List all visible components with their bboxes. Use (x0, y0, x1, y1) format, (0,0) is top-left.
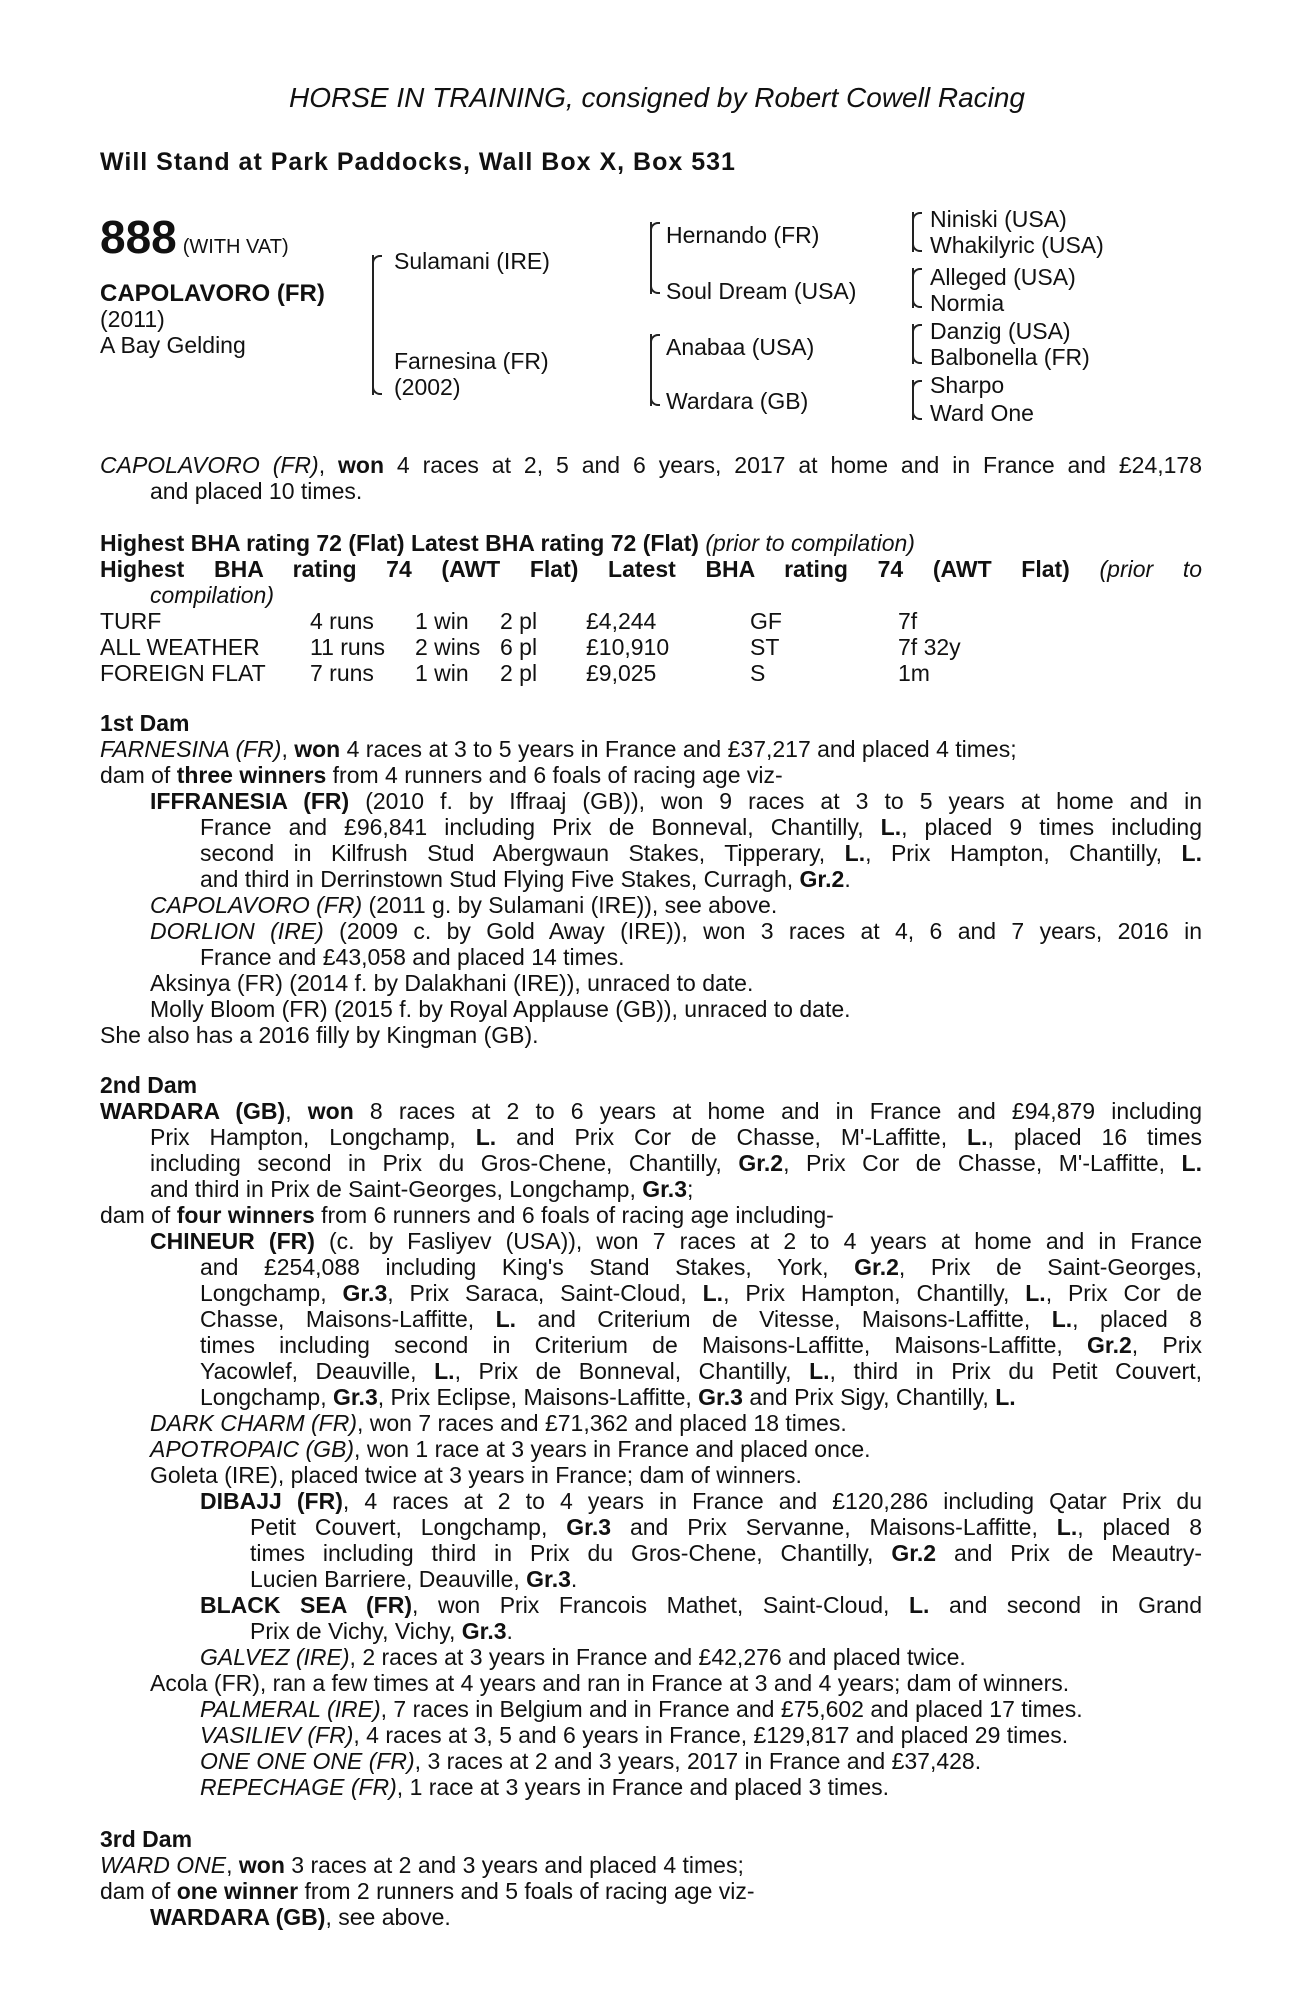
pedigree-sire: Sulamani (IRE) (394, 248, 550, 274)
horse-year: (2011) (100, 306, 165, 332)
dark-charm-line: DARK CHARM (FR), won 7 races and £71,362 and placed 18 times. (150, 1410, 847, 1436)
iffranesia-line-3: second in Kilfrush Stud Abergwaun Stakes, Tipperary, L., Prix Hampton, Chantilly, L. (200, 840, 1202, 866)
stand-location: Will Stand at Park Paddocks, Wall Box X, Box 531 (100, 148, 736, 176)
pedigree-g4-6: Balbonella (FR) (930, 344, 1090, 370)
acola-line: Acola (FR), ran a few times at 4 years and ran in France at 3 and 4 years; dam of winners. (150, 1670, 1070, 1696)
pedigree-brace-g4a (912, 212, 914, 252)
dam2-title: 2nd Dam (100, 1072, 198, 1098)
palmeral-line: PALMERAL (IRE), 7 races in Belgium and in France and £75,602 and placed 17 times. (200, 1696, 1083, 1722)
capolavoro-line: CAPOLAVORO (FR) (2011 g. by Sulamani (IRE)), see above. (150, 892, 778, 918)
repechage-line: REPECHAGE (FR), 1 race at 3 years in France and placed 3 times. (200, 1774, 889, 1800)
pedigree-dam-dam: Wardara (GB) (666, 388, 809, 414)
black-sea-line-1: BLACK SEA (FR), won Prix Francois Mathet, Saint-Cloud, L. and second in Grand (200, 1592, 1203, 1618)
black-sea-line-2: Prix de Vichy, Vichy, Gr.3. (250, 1618, 513, 1644)
lot-number: 888 (100, 211, 177, 263)
rating-flat: Highest BHA rating 72 (Flat) Latest BHA rating 72 (Flat) (prior to compilation) (100, 530, 915, 556)
chineur-line-4: Chasse, Maisons-Laffitte, L. and Criterium de Vitesse, Maisons-Laffitte, L., placed 8 (200, 1306, 1202, 1332)
dam2-dam-of: dam of four winners from 6 runners and 6 foals of racing age including- (100, 1202, 834, 1228)
aksinya-line: Aksinya (FR) (2014 f. by Dalakhani (IRE)), unraced to date. (150, 970, 754, 996)
chineur-line-5: times including second in Criterium de Maisons-Laffitte, Maisons-Laffitte, Gr.2, Prix (200, 1332, 1203, 1358)
page-heading: HORSE IN TRAINING, consigned by Robert Cowell Racing (288, 82, 1026, 113)
pedigree-g4-1: Niniski (USA) (930, 206, 1067, 232)
pedigree-dam-year: (2002) (394, 374, 461, 400)
pedigree-brace-sire (650, 222, 652, 294)
chineur-line-6: Yacowlef, Deauville, L., Prix de Bonneval, Chantilly, L., third in Prix du Petit Couvert, (200, 1358, 1202, 1384)
pedigree-g4-2: Whakilyric (USA) (930, 232, 1104, 258)
dorlion-line-1: DORLION (IRE) (2009 c. by Gold Away (IRE)), won 3 races at 4, 6 and 7 years, 2016 in (150, 918, 1202, 944)
dam3-line-1: WARD ONE, won 3 races at 2 and 3 years and placed 4 times; (100, 1852, 744, 1878)
pedigree-dam-sire: Anabaa (USA) (666, 334, 815, 360)
iffranesia-line-2: France and £96,841 including Prix de Bonneval, Chantilly, L., placed 9 times including (200, 814, 1202, 840)
apotropaic-line: APOTROPAIC (GB), won 1 race at 3 years in France and placed once. (150, 1436, 871, 1462)
pedigree-sire-sire: Hernando (FR) (666, 222, 820, 248)
dibajj-line-3: times including third in Prix du Gros-Chene, Chantilly, Gr.2 and Prix de Meautry- (250, 1540, 1203, 1566)
rating-awt: Highest BHA rating 74 (AWT Flat) Latest BHA rating 74 (AWT Flat) (prior to (100, 556, 1203, 582)
dibajj-line-1: DIBAJJ (FR), 4 races at 2 to 4 years in France and £120,286 including Qatar Prix du (200, 1488, 1203, 1514)
dam3-line-3: WARDARA (GB), see above. (150, 1904, 451, 1930)
chineur-line-7: Longchamp, Gr.3, Prix Eclipse, Maisons-Laffitte, Gr.3 and Prix Sigy, Chantilly, L. (200, 1384, 1016, 1410)
rating-awt-note: compilation) (150, 582, 274, 608)
dam1-line-1: FARNESINA (FR), won 4 races at 3 to 5 years in France and £37,217 and placed 4 times; (100, 736, 1017, 762)
dorlion-line-2: France and £43,058 and placed 14 times. (200, 944, 625, 970)
chineur-line-3: Longchamp, Gr.3, Prix Saraca, Saint-Cloud, L., Prix Hampton, Chantilly, L., Prix Cor de (200, 1280, 1202, 1306)
pedigree-brace-g4c (912, 324, 914, 364)
pedigree-brace-main (372, 255, 374, 395)
summary-line-2: and placed 10 times. (150, 478, 363, 504)
pedigree-sire-dam: Soul Dream (USA) (666, 278, 857, 304)
dam1-line-2: dam of three winners from 4 runners and 6 foals of racing age viz- (100, 762, 783, 788)
wardara-line-4: and third in Prix de Saint-Georges, Longchamp, Gr.3; (150, 1176, 694, 1202)
horse-description: A Bay Gelding (100, 332, 246, 358)
wardara-line-2: Prix Hampton, Longchamp, L. and Prix Cor de Chasse, M'-Laffitte, L., placed 16 times (150, 1124, 1203, 1150)
summary-line-1: CAPOLAVORO (FR), won 4 races at 2, 5 and 6 years, 2017 at home and in France and £24,178 (100, 452, 1202, 478)
pedigree-brace-dam (650, 334, 652, 406)
lot-vat: (WITH VAT) (182, 236, 289, 258)
pedigree-g4-3: Alleged (USA) (930, 264, 1076, 290)
wardara-line-1: WARDARA (GB), won 8 races at 2 to 6 years at home and in France and £94,879 including (100, 1098, 1203, 1124)
dam3-line-2: dam of one winner from 2 runners and 5 foals of racing age viz- (100, 1878, 755, 1904)
iffranesia-line-4: and third in Derrinstown Stud Flying Five Stakes, Curragh, Gr.2. (200, 866, 851, 892)
horse-name: CAPOLAVORO (FR) (100, 280, 325, 307)
iffranesia-line-1: IFFRANESIA (FR) (2010 f. by Iffraaj (GB)), won 9 races at 3 to 5 years at home and in (150, 788, 1202, 814)
pedigree-g4-8: Ward One (930, 400, 1034, 426)
lot-number-block (100, 210, 289, 264)
one-one-one-line: ONE ONE ONE (FR), 3 races at 2 and 3 years, 2017 in France and £37,428. (200, 1748, 982, 1774)
pedigree-g4-4: Normia (930, 290, 1005, 316)
dibajj-line-2: Petit Couvert, Longchamp, Gr.3 and Prix Servanne, Maisons-Laffitte, L., placed 8 (250, 1514, 1202, 1540)
molly-bloom-line: Molly Bloom (FR) (2015 f. by Royal Applause (GB)), unraced to date. (150, 996, 851, 1022)
dam3-title: 3rd Dam (100, 1826, 193, 1852)
goleta-line: Goleta (IRE), placed twice at 3 years in France; dam of winners. (150, 1462, 802, 1488)
dam1-filly-line: She also has a 2016 filly by Kingman (GB). (100, 1022, 539, 1048)
pedigree-g4-7: Sharpo (930, 372, 1005, 398)
wardara-line-3: including second in Prix du Gros-Chene, Chantilly, Gr.2, Prix Cor de Chasse, M'-Laffitte, L. (150, 1150, 1202, 1176)
chineur-line-1: CHINEUR (FR) (c. by Fasliyev (USA)), won 7 races at 2 to 4 years at home and in France (150, 1228, 1202, 1254)
dam1-title: 1st Dam (100, 710, 190, 736)
pedigree-g4-5: Danzig (USA) (930, 318, 1071, 344)
pedigree-brace-g4d (912, 380, 914, 420)
pedigree-brace-g4b (912, 268, 914, 308)
pedigree-dam: Farnesina (FR) (394, 348, 549, 374)
galvez-line: GALVEZ (IRE), 2 races at 3 years in France and £42,276 and placed twice. (200, 1644, 966, 1670)
chineur-line-2: and £254,088 including King's Stand Stakes, York, Gr.2, Prix de Saint-Georges, (200, 1254, 1202, 1280)
vasiliev-line: VASILIEV (FR), 4 races at 3, 5 and 6 years in France, £129,817 and placed 29 times. (200, 1722, 1069, 1748)
dibajj-line-4: Lucien Barriere, Deauville, Gr.3. (250, 1566, 578, 1592)
